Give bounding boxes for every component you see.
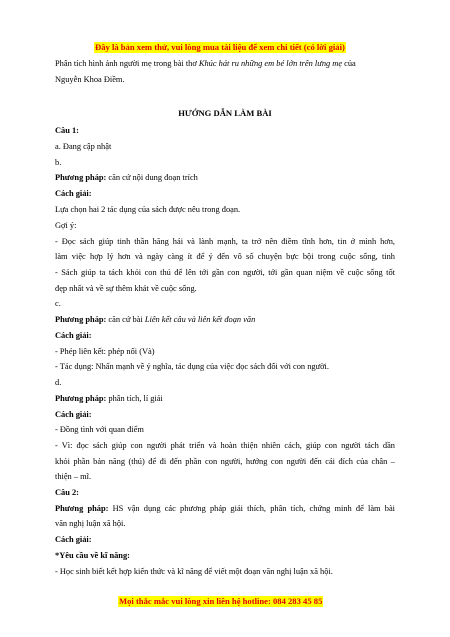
cau1-b-hint-label: Gợi ý: — [55, 221, 77, 230]
hotline-footer: Mọi thắc mắc vui lòng xin liên hệ hotline: 084 283 45 85 — [119, 596, 323, 606]
cau1-d: d. — [55, 378, 62, 387]
section-heading: HƯỚNG DẪN LÀM BÀI — [178, 108, 272, 118]
cau2-title: Câu 2: — [55, 488, 79, 497]
cau1-c: c. — [55, 299, 61, 308]
intro-text: Phân tích hình ảnh người mẹ trong bài thơ — [55, 59, 199, 68]
method-text: căn cứ nội dung đoạn trích — [106, 173, 198, 182]
cau1-c-line2: - Tác dụng: Nhấn mạnh về ý nghĩa, tác dụng của việc đọc sách đối với con người. — [55, 362, 329, 371]
cau1-d-method — [55, 393, 163, 404]
method-label: Phương pháp: — [55, 394, 107, 403]
intro-line-1 — [55, 58, 356, 69]
poem-title: Khúc hát ru những em bé lớn trên lưng mẹ — [198, 59, 343, 68]
method-text: căn cứ bài — [106, 315, 145, 324]
cau1-a: a. Đang cập nhật — [55, 142, 112, 151]
cau2-solution-label: Cách giải: — [55, 535, 92, 544]
cau1-b-point2-line2: đẹp nhất và về sự thêm khát về cuộc sống. — [55, 284, 197, 293]
cau1-b-point1-line2: làm việc hợp lý hơn và ngày càng ít để ý đến vô số chuyện bực bội trong cuộc sống, tinh — [55, 252, 395, 261]
intro-line-2: Nguyễn Khoa Điềm. — [55, 75, 125, 84]
cau1-title: Câu 1: — [55, 126, 79, 135]
cau1-b-solution-label: Cách giải: — [55, 189, 92, 198]
method-text: HS vận dụng các phương pháp giải thích, phân tích, chứng minh để làm bài — [108, 504, 395, 513]
cau1-d-line3: khỏi phần bản năng (thú) để đi đến phần con người, hướng con người đến cái đích của chân – — [55, 457, 395, 466]
method-label: Phương pháp: — [55, 315, 107, 324]
cau1-c-method — [55, 314, 255, 325]
method-label: Phương pháp: — [55, 173, 107, 182]
cau2-method-line1 — [55, 503, 395, 514]
preview-banner: Đây là bản xem thử, vui lòng mua tài liệu để xem chi tiết (có lời giải) — [95, 42, 345, 52]
cau2-method-line2: văn nghị luận xã hội. — [55, 519, 126, 528]
method-label: Phương pháp: — [55, 504, 109, 513]
cau2-requirement-line1: - Học sinh biết kết hợp kiến thức và kĩ năng để viết một đoạn văn nghị luận xã hội. — [55, 567, 333, 576]
cau1-b-point2-line1: - Sách giúp ta tách khỏi con thú để lên tới gần con người, tới gần quan niệm về cuộc sống tốt — [55, 268, 395, 277]
cau1-d-line1: - Đồng tình với quan điểm — [55, 425, 144, 434]
cau2-requirement-label: *Yêu cầu về kĩ năng: — [55, 551, 130, 560]
cau1-d-solution-label: Cách giải: — [55, 410, 92, 419]
method-text: phân tích, lí giải — [106, 394, 163, 403]
cau1-c-solution-label: Cách giải: — [55, 331, 92, 340]
cau1-c-line1: - Phép liên kết: phép nối (Và) — [55, 347, 155, 356]
intro-text-end: của — [342, 59, 356, 68]
cau1-b-point1-line1: - Đọc sách giúp tinh thần hăng hái và lành mạnh, ta trở nên điềm tĩnh hơn, tin ở mình hơn, — [55, 237, 395, 246]
lesson-title: Liên kết câu và liên kết đoạn văn — [144, 315, 256, 324]
cau1-d-line4: thiện – mĩ. — [55, 472, 92, 481]
cau1-b-method — [55, 172, 198, 183]
cau1-b-answer: Lựa chọn hai 2 tác dụng của sách được nêu trong đoạn. — [55, 205, 241, 214]
cau1-d-line2: - Vì: đọc sách giúp con người phát triển và hoàn thiện nhiên cách, giúp con người tách dần — [55, 441, 395, 450]
cau1-b: b. — [55, 158, 62, 167]
